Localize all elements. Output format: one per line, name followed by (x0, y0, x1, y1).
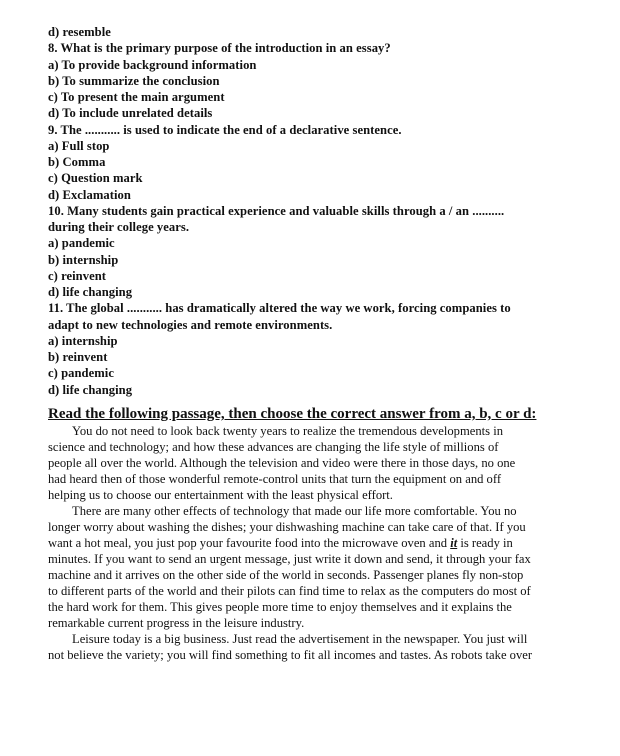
question-10-text-line1: 10. Many students gain practical experience and valuable skills through a / an .......... (48, 203, 505, 218)
passage-line: remarkable current progress in the leisure industry. (48, 615, 305, 630)
passage-line: minutes. If you want to send an urgent message, just write it down and send, it through your fax (48, 551, 531, 566)
passage-line: had heard then of those wonderful remote-control units that turn the equipment on and off (48, 471, 502, 486)
question-list (48, 24, 598, 398)
passage-line: to different parts of the world and their pilots can find time to relax as the computers do most of (48, 583, 531, 598)
referent-word-it: it (450, 535, 458, 550)
question-10-option-a: a) pandemic (48, 236, 115, 251)
passage-heading: Read the following passage, then choose the correct answer from a, b, c or d: (48, 405, 537, 422)
reading-passage (48, 406, 598, 663)
question-8-text: 8. What is the primary purpose of the introduction in an essay? (48, 41, 391, 56)
passage-line: There are many other effects of technology that made our life more comfortable. You no (72, 503, 517, 518)
question-11-option-d: d) life changing (48, 382, 133, 397)
question-8-option-a: a) To provide background information (48, 57, 257, 72)
question-8 (48, 40, 598, 121)
question-8-option-b: b) To summarize the conclusion (48, 73, 220, 88)
passage-line: You do not need to look back twenty years to realize the tremendous developments in (72, 423, 504, 438)
question-9-text: 9. The ........... is used to indicate the end of a declarative sentence. (48, 122, 402, 137)
question-10-text-line2: during their college years. (48, 220, 190, 234)
passage-paragraph-1 (48, 423, 598, 503)
question-10 (48, 203, 598, 301)
question-10-option-d: d) life changing (48, 285, 133, 299)
previous-option-d: d) resemble (48, 25, 111, 39)
passage-line: not believe the variety; you will find something to fit all incomes and tastes. As robots take over (48, 647, 533, 662)
passage-text-segment: is ready in (457, 535, 513, 550)
question-11-option-c: c) pandemic (48, 366, 114, 381)
question-9-option-c: c) Question mark (48, 171, 143, 186)
passage-text-segment: want a hot meal, you just pop your favourite food into the microwave oven and (48, 535, 451, 550)
question-11-text-line1: 11. The global ........... has dramatically altered the way we work, forcing companies to (48, 301, 511, 316)
passage-line (48, 535, 598, 551)
passage-line: longer worry about washing the dishes; your dishwashing machine can take care of that. If you (48, 519, 526, 534)
passage-line: helping us to choose our entertainment with the least physical effort. (48, 487, 393, 502)
question-11 (48, 300, 598, 398)
question-9 (48, 122, 598, 203)
question-8-option-d: d) To include unrelated details (48, 106, 213, 121)
passage-line: the hard work for them. This gives people more time to enjoy themselves and it explains the (48, 599, 512, 614)
passage-line: machine and it arrives on the other side of the world in seconds. Passenger planes fly non-stop (48, 567, 524, 582)
question-10-option-b: b) internship (48, 252, 119, 267)
passage-line: Leisure today is a big business. Just read the advertisement in the newspaper. You just will (72, 631, 528, 646)
passage-line: science and technology; and how these advances are changing the life style of millions of (48, 439, 499, 454)
question-9-option-a: a) Full stop (48, 138, 110, 153)
question-11-text-line2: adapt to new technologies and remote environments. (48, 317, 333, 332)
passage-paragraph-2 (48, 503, 598, 631)
question-11-option-b: b) reinvent (48, 350, 108, 364)
passage-paragraph-3 (48, 631, 598, 663)
question-9-option-d: d) Exclamation (48, 187, 131, 202)
question-11-option-a: a) internship (48, 333, 118, 348)
document-page (48, 24, 598, 663)
question-9-option-b: b) Comma (48, 155, 106, 169)
question-10-option-c: c) reinvent (48, 268, 107, 283)
question-8-option-c: c) To present the main argument (48, 90, 225, 104)
passage-line: people all over the world. Although the television and video were there in those days, no one (48, 455, 516, 470)
